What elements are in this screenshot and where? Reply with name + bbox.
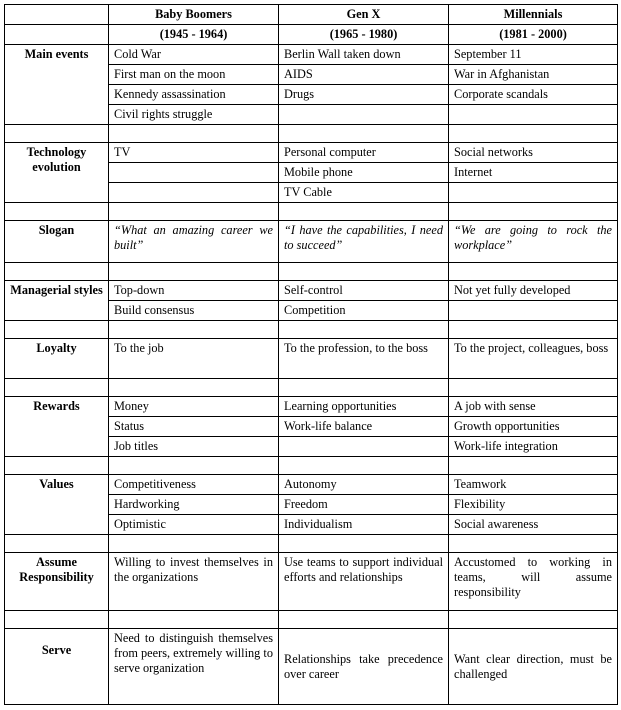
spacer-cell <box>109 125 279 143</box>
cell-main-events-mi-1: September 11 <box>449 45 618 65</box>
spacer-cell <box>449 263 618 281</box>
cell-main-events-bb-4: Civil rights struggle <box>109 105 279 125</box>
serve-gx-text: Relationships take precedence over career <box>284 651 443 681</box>
cell-technology-mi-2: Internet <box>449 163 618 183</box>
spacer-cell <box>449 611 618 629</box>
spacer-cell <box>279 535 449 553</box>
spacer-cell <box>279 203 449 221</box>
cell-slogan-bb <box>109 221 279 263</box>
spacer-cell <box>109 611 279 629</box>
row-label-loyalty: Loyalty <box>5 339 109 379</box>
slogan-gx-text: “I have the capabilities, I need to succeed” <box>284 223 443 252</box>
cell-values-mi-1: Teamwork <box>449 475 618 495</box>
cell-technology-gx-3: TV Cable <box>279 183 449 203</box>
slogan-mi-text: “We are going to rock the workplace” <box>454 223 612 252</box>
spacer-cell <box>109 457 279 475</box>
spacer-cell <box>449 535 618 553</box>
serve-bb-text: Need to distinguish themselves from peers, extremely willing to serve organization <box>114 631 273 675</box>
cell-main-events-bb-3: Kennedy assassination <box>109 85 279 105</box>
row-label-managerial-styles: Managerial styles <box>5 281 109 321</box>
loyalty-mi-text: To the project, colleagues, boss <box>454 341 609 355</box>
cell-rewards-bb-3: Job titles <box>109 437 279 457</box>
table-row <box>5 143 618 163</box>
table-row <box>5 475 618 495</box>
document-page <box>0 4 621 710</box>
loyalty-bb-text: To the job <box>114 341 164 355</box>
table-header-row-years <box>5 25 618 45</box>
table-spacer-row <box>5 125 618 143</box>
header-baby-boomers: Baby Boomers <box>109 5 279 25</box>
spacer-cell <box>5 457 109 475</box>
table-spacer-row <box>5 535 618 553</box>
slogan-bb-text: “What an amazing career we built” <box>114 223 273 252</box>
spacer-cell <box>5 379 109 397</box>
header-baby-boomers-years: (1945 - 1964) <box>109 25 279 45</box>
header-millennials-years: (1981 - 2000) <box>449 25 618 45</box>
spacer-cell <box>449 203 618 221</box>
cell-managerial-mi-1: Not yet fully developed <box>449 281 618 301</box>
cell-rewards-mi-1: A job with sense <box>449 397 618 417</box>
table-row <box>5 45 618 65</box>
cell-technology-gx-1: Personal computer <box>279 143 449 163</box>
table-spacer-row <box>5 321 618 339</box>
cell-values-mi-2: Flexibility <box>449 495 618 515</box>
spacer-cell <box>449 125 618 143</box>
cell-assume-gx <box>279 553 449 611</box>
cell-rewards-mi-3: Work-life integration <box>449 437 618 457</box>
cell-main-events-mi-4 <box>449 105 618 125</box>
cell-values-gx-1: Autonomy <box>279 475 449 495</box>
row-label-assume-responsibility: Assume Responsibility <box>5 553 109 611</box>
cell-rewards-mi-2: Growth opportunities <box>449 417 618 437</box>
spacer-cell <box>279 611 449 629</box>
spacer-cell <box>449 457 618 475</box>
row-label-serve: Serve <box>5 629 109 705</box>
table-row <box>5 553 618 611</box>
spacer-cell <box>5 321 109 339</box>
cell-values-gx-2: Freedom <box>279 495 449 515</box>
header-gen-x-years: (1965 - 1980) <box>279 25 449 45</box>
cell-technology-mi-1: Social networks <box>449 143 618 163</box>
table-row <box>5 281 618 301</box>
spacer-cell <box>109 535 279 553</box>
spacer-cell <box>5 203 109 221</box>
cell-technology-gx-2: Mobile phone <box>279 163 449 183</box>
loyalty-gx-text: To the profession, to the boss <box>284 341 428 355</box>
spacer-cell <box>5 263 109 281</box>
table-row <box>5 339 618 379</box>
cell-technology-mi-3 <box>449 183 618 203</box>
header-gen-x: Gen X <box>279 5 449 25</box>
cell-slogan-mi <box>449 221 618 263</box>
cell-rewards-gx-3 <box>279 437 449 457</box>
cell-main-events-gx-4 <box>279 105 449 125</box>
cell-loyalty-bb <box>109 339 279 379</box>
cell-rewards-bb-1: Money <box>109 397 279 417</box>
spacer-cell <box>5 535 109 553</box>
cell-serve-gx <box>279 629 449 705</box>
cell-main-events-gx-2: AIDS <box>279 65 449 85</box>
cell-values-gx-3: Individualism <box>279 515 449 535</box>
spacer-cell <box>109 321 279 339</box>
table-header-row-names <box>5 5 618 25</box>
spacer-cell <box>5 611 109 629</box>
row-label-slogan: Slogan <box>5 221 109 263</box>
spacer-cell <box>279 263 449 281</box>
cell-main-events-mi-2: War in Afghanistan <box>449 65 618 85</box>
table-spacer-row <box>5 611 618 629</box>
cell-main-events-bb-2: First man on the moon <box>109 65 279 85</box>
cell-managerial-bb-2: Build consensus <box>109 301 279 321</box>
spacer-cell <box>109 263 279 281</box>
cell-values-bb-3: Optimistic <box>109 515 279 535</box>
spacer-cell <box>449 379 618 397</box>
cell-technology-bb-3 <box>109 183 279 203</box>
spacer-cell <box>279 125 449 143</box>
spacer-cell <box>449 321 618 339</box>
table-spacer-row <box>5 379 618 397</box>
serve-mi-text: Want clear direction, must be challenged <box>454 651 612 681</box>
header-millennials: Millennials <box>449 5 618 25</box>
cell-slogan-gx <box>279 221 449 263</box>
spacer-cell <box>279 379 449 397</box>
cell-rewards-bb-2: Status <box>109 417 279 437</box>
spacer-cell <box>109 203 279 221</box>
assume-bb-text: Willing to invest themselves in the organizations <box>114 555 273 584</box>
cell-main-events-mi-3: Corporate scandals <box>449 85 618 105</box>
cell-managerial-mi-2 <box>449 301 618 321</box>
generations-comparison-table <box>4 4 618 705</box>
row-label-rewards: Rewards <box>5 397 109 457</box>
cell-rewards-gx-1: Learning opportunities <box>279 397 449 417</box>
assume-mi-text: Accustomed to working in teams, will assume responsibility <box>454 555 612 599</box>
cell-main-events-gx-1: Berlin Wall taken down <box>279 45 449 65</box>
cell-managerial-gx-2: Competition <box>279 301 449 321</box>
cell-values-bb-2: Hardworking <box>109 495 279 515</box>
table-spacer-row <box>5 263 618 281</box>
header-corner-cell-years <box>5 25 109 45</box>
cell-managerial-gx-1: Self-control <box>279 281 449 301</box>
cell-serve-bb <box>109 629 279 705</box>
cell-loyalty-gx <box>279 339 449 379</box>
cell-assume-mi <box>449 553 618 611</box>
cell-values-mi-3: Social awareness <box>449 515 618 535</box>
cell-managerial-bb-1: Top-down <box>109 281 279 301</box>
cell-technology-bb-1: TV <box>109 143 279 163</box>
cell-technology-bb-2 <box>109 163 279 183</box>
spacer-cell <box>5 125 109 143</box>
cell-loyalty-mi <box>449 339 618 379</box>
table-spacer-row <box>5 203 618 221</box>
assume-gx-text: Use teams to support individual efforts and relationships <box>284 555 443 584</box>
cell-values-bb-1: Competitiveness <box>109 475 279 495</box>
cell-main-events-gx-3: Drugs <box>279 85 449 105</box>
row-label-technology-evolution: Technology evolution <box>5 143 109 203</box>
cell-serve-mi <box>449 629 618 705</box>
cell-rewards-gx-2: Work-life balance <box>279 417 449 437</box>
row-label-main-events: Main events <box>5 45 109 125</box>
spacer-cell <box>109 379 279 397</box>
header-corner-cell <box>5 5 109 25</box>
cell-main-events-bb-1: Cold War <box>109 45 279 65</box>
table-spacer-row <box>5 457 618 475</box>
cell-assume-bb <box>109 553 279 611</box>
row-label-values: Values <box>5 475 109 535</box>
spacer-cell <box>279 457 449 475</box>
table-row <box>5 397 618 417</box>
table-row <box>5 629 618 705</box>
table-row <box>5 221 618 263</box>
spacer-cell <box>279 321 449 339</box>
